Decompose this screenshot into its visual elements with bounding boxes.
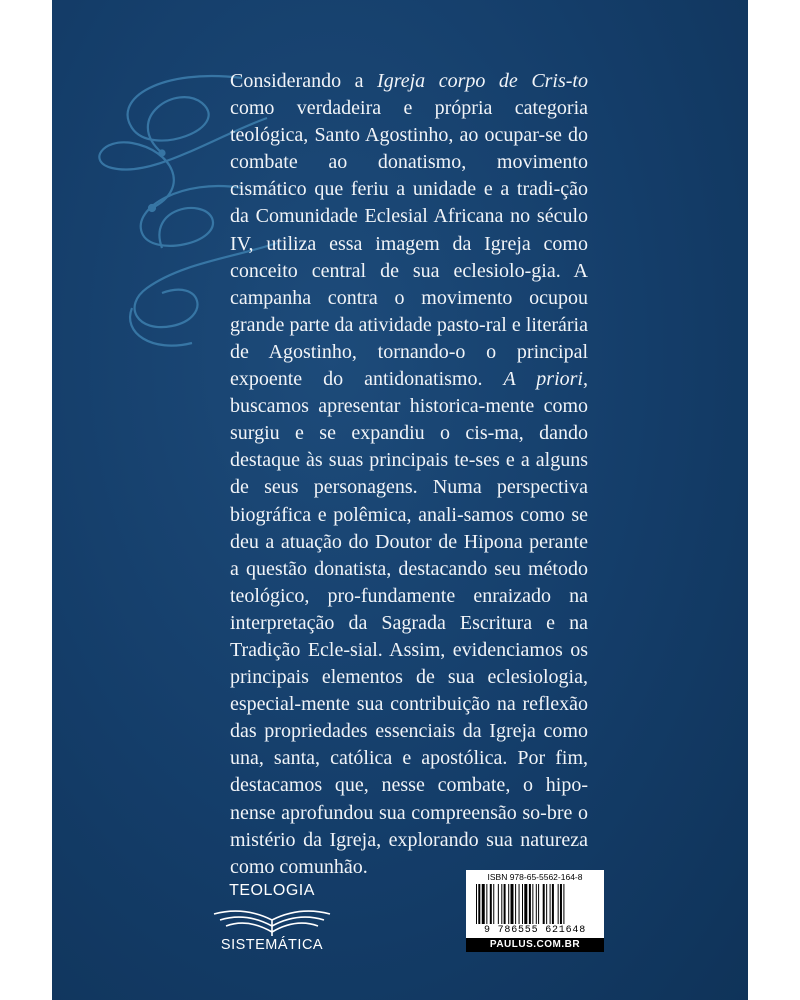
barcode-bar	[532, 884, 533, 924]
barcode-bar	[538, 884, 539, 924]
barcode-bar	[536, 884, 537, 924]
barcode-bar	[546, 884, 547, 924]
barcode-bar	[524, 884, 527, 924]
barcode-bar	[486, 884, 487, 924]
barcode-bar	[522, 884, 523, 924]
barcode-bar	[498, 884, 499, 924]
back-cover-blurb	[230, 68, 588, 881]
barcode-bar	[490, 884, 492, 924]
publisher-url: PAULUS.COM.BR	[466, 938, 604, 952]
barcode-digits: 9 786555 621648	[483, 925, 586, 936]
barcode-bar	[478, 884, 480, 924]
blurb-part-1: Considerando a	[230, 70, 378, 92]
barcode-bar	[515, 884, 516, 924]
barcode-bar	[482, 884, 485, 924]
barcode-bar	[563, 884, 564, 924]
barcode-bar	[552, 884, 554, 924]
blurb-part-3: , buscamos apresentar historica-mente como surgiu e se expandiu o cis-ma, dando destaque às suas principais te-ses e a alguns de seus personagens. Numa perspectiva biográfica e polêmica, anali-samos como se deu a atuação do Doutor de Hipona perante a questão donatista, destacando seu método teológico, pro-fundamente enraizado na interpretação da Sagrada Escritura e na Tradição Ecle-sial. Assim, evidenciamos os principais elementos de sua eclesiologia, especial-mente sua contribuição na reflexão das propriedades essenciais da Igreja como una, santa, católica e apostólica. Por fim, destacamos que, nesse combate, o hipo-nense aprofundou sua compreensão so-bre o mistério da Igreja, explorando sua natureza como comunhão.	[230, 368, 588, 878]
blurb-italic-term-1: Igreja corpo de Cris-to	[377, 70, 588, 92]
barcode-bar	[543, 884, 545, 924]
barcode-bar	[501, 884, 502, 924]
barcode-bar	[511, 884, 514, 924]
series-logo-line-2: SISTEMÁTICA	[220, 937, 324, 953]
barcode-bar	[508, 884, 509, 924]
barcode-bar	[550, 884, 551, 924]
isbn-label: ISBN 978-65-5562-164-8	[487, 872, 583, 882]
barcode-bar	[476, 884, 477, 924]
blurb-part-2: como verdadeira e própria categoria teológica, Santo Agostinho, ao ocupar-se do combate ao donatismo, movimento cismático que feriu a unidade e a tradi-ção da Comunidade Eclesial Africana no século IV, utiliza essa imagem da Igreja como conceito central de sua eclesiolo-gia. A campanha contra o movimento ocupou grande parte da atividade pasto-ral e literária de Agostinho, tornando-o o principal expoente do antidonatismo.	[230, 97, 588, 391]
barcode-bar	[493, 884, 494, 924]
open-book-icon	[210, 900, 334, 938]
series-logo-line-1: TEOLOGIA	[229, 882, 315, 899]
barcode-bar	[529, 884, 531, 924]
back-cover	[52, 0, 748, 1000]
barcode-bar	[558, 884, 559, 924]
barcode-bar	[504, 884, 506, 924]
isbn-barcode-block	[466, 870, 604, 952]
barcode-bars	[476, 884, 598, 924]
barcode-bar	[519, 884, 520, 924]
barcode-bar	[560, 884, 562, 924]
series-logo	[202, 880, 342, 960]
blurb-italic-term-2: A priori	[503, 368, 583, 391]
